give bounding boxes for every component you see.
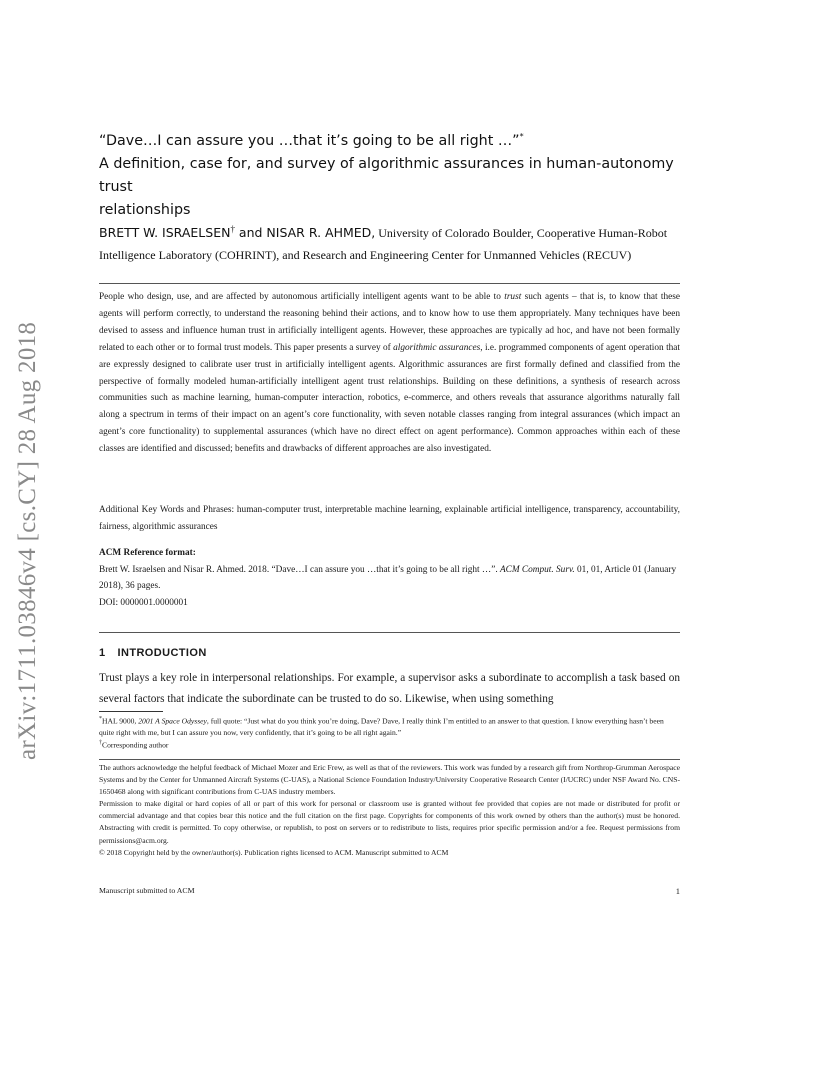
- footnote-1-text-a: HAL 9000,: [102, 716, 139, 726]
- introduction-text: Trust plays a key role in interpersonal relationships. For example, a supervisor asks a subordinate to accomplish a task based on several factors that indicate the subordinate can be trusted to do so. Likewise, when using something: [99, 672, 680, 705]
- permission-note: Permission to make digital or hard copies of all or part of this work for personal or classroom use is granted without fee provided that copies are not made or distributed for profit or commercial advantage and that copies bear this notice and the full citation on the first page. Copyrights for components of this work owned by others than the author(s) must be honored. Abstracting with credit is permitted. To copy otherwise, or republish, to post on servers or to redistribute to lists, requires prior specific permission and/or a fee. Request permissions from permissions@acm.org.: [99, 799, 680, 845]
- footnote-1-text-b: , full quote: “Just what do you think you’re doing, Dave? Dave, I really think I’m entitled to an answer to that question. I know everything hasn’t been quite right with me, but I can assure you now, very confidently, that it’s going to be all right again.”: [99, 716, 664, 737]
- section-heading: [99, 647, 207, 659]
- acm-reference-details: 01, 01, Article 01 (January 2018), 36 pages.: [99, 564, 677, 591]
- title-line-1: “Dave…I can assure you …that it’s going to be all right …”: [99, 132, 520, 149]
- author-1: BRETT W. ISRAELSEN: [99, 225, 231, 240]
- title-line-3: relationships: [99, 201, 191, 218]
- corresponding-mark: †: [230, 224, 235, 234]
- footnote-1-mark: *: [99, 716, 102, 722]
- footnote-2: [99, 738, 680, 751]
- section-title: INTRODUCTION: [117, 647, 207, 659]
- paper-title: [99, 125, 699, 222]
- abstract: [99, 289, 680, 458]
- footnotes: [99, 714, 680, 750]
- author-2: and NISAR R. AHMED,: [234, 225, 376, 240]
- acm-reference: [99, 545, 680, 611]
- affiliation-line-1: University of Colorado Boulder, Cooperative Human-Robot: [375, 226, 668, 240]
- page-number: 1: [675, 886, 680, 896]
- footnote-2-text: Corresponding author: [102, 740, 169, 750]
- abstract-emphasis-trust: trust: [504, 292, 522, 302]
- acknowledgments: [99, 762, 680, 859]
- arxiv-identifier-stamp: arXiv:1711.03846v4 [cs.CY] 28 Aug 2018: [14, 321, 41, 760]
- acm-reference-text: Brett W. Israelsen and Nisar R. Ahmed. 2018. “Dave…I can assure you …that it’s going to be all right …”.: [99, 564, 500, 575]
- abstract-part-2: such agents – that is, to know that these agents will perform correctly, to understand the reasoning behind their actions, and to know how to use them appropriately. Many techniques have been devised to assess and influence human trust in artificially intelligent agents. However, these approaches are typically ad hoc, and have not been formally related to each other or to formal trust models. This paper presents a survey of: [99, 292, 680, 353]
- footnote-2-mark: †: [99, 739, 102, 746]
- acm-reference-heading: ACM Reference format:: [99, 548, 196, 558]
- abstract-emphasis-assurances: algorithmic assurances: [393, 342, 481, 353]
- abstract-top-rule: [99, 283, 680, 284]
- doi: DOI: 0000001.0000001: [99, 597, 188, 608]
- title-footnote-mark: *: [519, 132, 524, 141]
- ack-top-rule: [99, 759, 680, 760]
- running-footer: Manuscript submitted to ACM: [99, 886, 195, 895]
- copyright-note: © 2018 Copyright held by the owner/author(s). Publication rights licensed to ACM. Manuscript submitted to ACM: [99, 847, 449, 857]
- footnote-1: [99, 714, 680, 738]
- title-line-2: A definition, case for, and survey of algorithmic assurances in human-autonomy trust: [99, 155, 674, 195]
- abstract-part-3: , i.e. programmed components of agent operation that are expressly designed to calibrate user trust in artificially intelligent agents. Algorithmic assurances are first formally defined and classified from the perspective of formally modeled human-artificially intelligent agent trust relationships. Building on these definitions, a synthesis of research across communities such as machine learning, human-computer interaction, robotics, e-commerce, and others reveals that assurance algorithms naturally fall along a spectrum in terms of their impact on an agent’s core functionality, with seven notable classes ranging from integral assurances (which impact an agent’s core functionality) to supplemental assurances (which have no direct effect on agent performance). Common approaches within each of these classes are identified and discussed; benefits and drawbacks of different approaches are also investigated.: [99, 342, 681, 455]
- funding-note: The authors acknowledge the helpful feedback of Michael Mozer and Eric Frew, as well as that of the reviewers. This work was funded by a research gift from Northrop-Grumman Aerospace Systems and by the Center for Unmanned Aircraft Systems (C-UAS), a National Science Foundation Industry/University Cooperative Research Center (I/UCRC) under NSF Award No. CNS-1650468 along with significant contributions from C-UAS industry members.: [99, 763, 680, 797]
- section-top-rule: [99, 632, 680, 633]
- keywords: Additional Key Words and Phrases: human-computer trust, interpretable machine learning, explainable artificial intelligence, transparency, accountability, fairness, algorithmic assurances: [99, 505, 680, 532]
- section-number: 1: [99, 647, 106, 659]
- affiliation-line-2: Intelligence Laboratory (COHRINT), and Research and Engineering Center for Unmanned Vehicles (RECUV): [99, 248, 632, 262]
- footnote-1-film: 2001 A Space Odyssey: [138, 716, 207, 726]
- acm-journal-name: ACM Comput. Surv.: [499, 564, 575, 575]
- footnote-rule: [99, 711, 163, 712]
- author-block: [99, 218, 681, 266]
- abstract-part-1: People who design, use, and are affected by autonomous artificially intelligent agents want to be able to: [99, 292, 505, 302]
